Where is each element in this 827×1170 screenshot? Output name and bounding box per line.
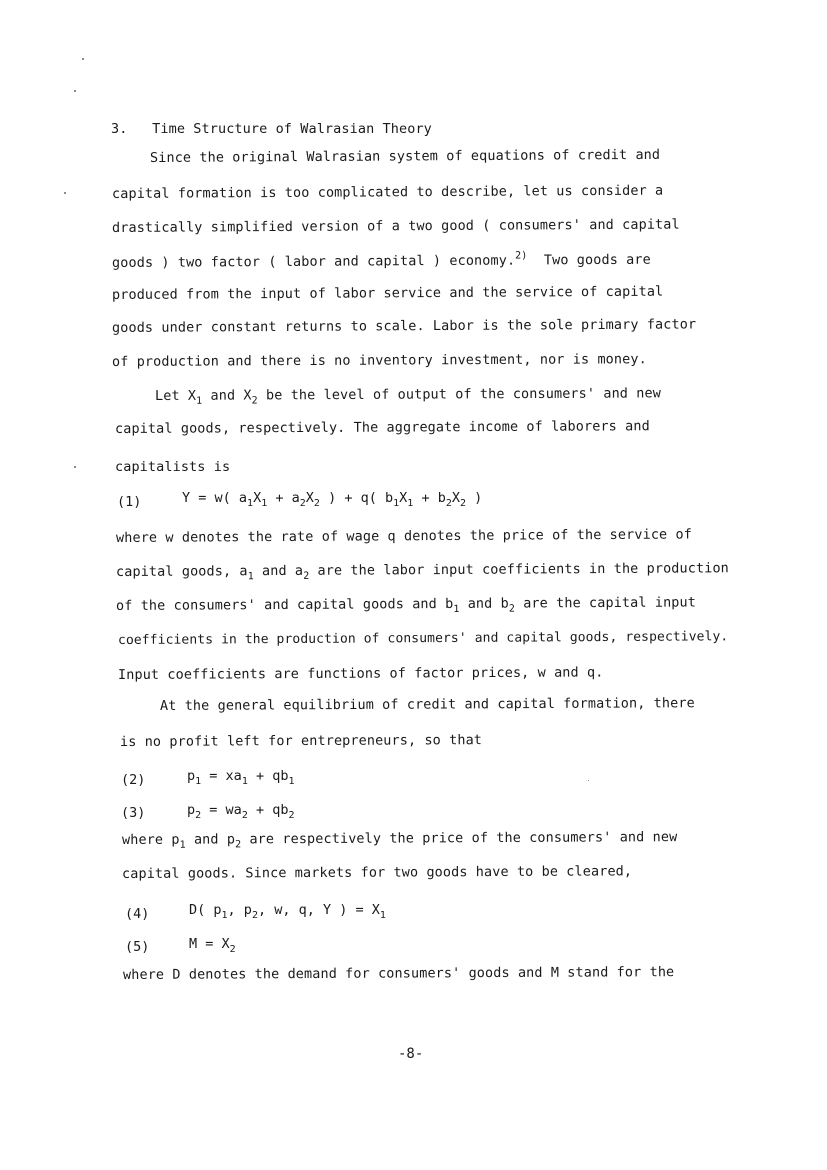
scan-speck (82, 58, 84, 60)
equation-number: (1) (117, 494, 142, 510)
scan-speck (74, 90, 76, 92)
para1-line2: capital formation is too complicated to describe, let us consider a (111, 182, 664, 202)
para3-line3: of the consumers' and capital goods and $b_1$ and $b_2$ are the capital input (115, 594, 697, 615)
para1-line4: goods ) two factor ( labor and capital ) economy.$^{2)}$ Two goods are (111, 250, 651, 271)
para2-line2: capital goods, respectively. The aggregate income of laborers and (114, 418, 650, 437)
para1-line3: drastically simplified version of a two good ( consumers' and capital (111, 216, 680, 236)
para3-line4: coefficients in the production of consumers' and capital goods, respectively. (117, 629, 729, 648)
scan-speck (588, 780, 589, 781)
equation-4: D( $p_1$, $p_2$, w, q, Y ) = $X_1$ (189, 902, 386, 921)
equation-1: Y = w( $a_1X_1 + a_2X_2$ ) + q( $b_1X_1 + b_2X_2$ ) (182, 490, 483, 509)
para2-line3: capitalists is (115, 459, 231, 475)
para6-line1: where D denotes the demand for consumers' goods and M stand for the (122, 964, 675, 983)
para1-line7: of production and there is no inventory investment, nor is money. (111, 351, 647, 370)
para4-line1: At the general equilibrium of credit and capital formation, there (159, 695, 695, 714)
equation-number: (3) (121, 805, 146, 821)
equation-5: $M = X_2$ (189, 936, 236, 955)
para3-line5: Input coefficients are functions of factor prices, w and q. (117, 664, 604, 683)
scan-speck (64, 192, 66, 194)
para4-line2: is no profit left for entrepreneurs, so that (119, 732, 483, 750)
para3-line2: capital goods, $a_1$ and $a_2$ are the labor input coefficients in the production (115, 560, 729, 583)
para1-line5: produced from the input of labor service and the service of capital (111, 283, 664, 303)
equation-number: (4) (125, 906, 150, 922)
para3-line1: where w denotes the rate of wage q denotes the price of the service of (115, 526, 692, 546)
footnote-marker: 2) (515, 250, 528, 262)
section-title: Time Structure of Walrasian Theory (152, 121, 432, 137)
para1-line6: goods under constant returns to scale. Labor is the sole primary factor (111, 316, 697, 336)
section-number: 3. (111, 121, 128, 137)
equation-number: (2) (121, 772, 146, 788)
para1-line1: Since the original Walrasian system of equations of credit and (149, 146, 661, 166)
equation-2: $p_1 = xa_1 + qb_1$ (187, 768, 295, 787)
para5-line2: capital goods. Since markets for two goods have to be cleared, (121, 863, 633, 882)
equation-number: (5) (125, 939, 150, 955)
page-number: -8- (398, 1046, 424, 1062)
scan-speck (74, 466, 76, 468)
para2-line1: Let $X_1$ and $X_2$ be the level of output of the consumers' and new (154, 385, 661, 407)
section-heading (111, 121, 432, 137)
equation-3: $p_2 = wa_2 + qb_2$ (187, 802, 295, 821)
para5-line1: where $p_1$ and $p_2$ are respectively the price of the consumers' and new (121, 829, 678, 851)
